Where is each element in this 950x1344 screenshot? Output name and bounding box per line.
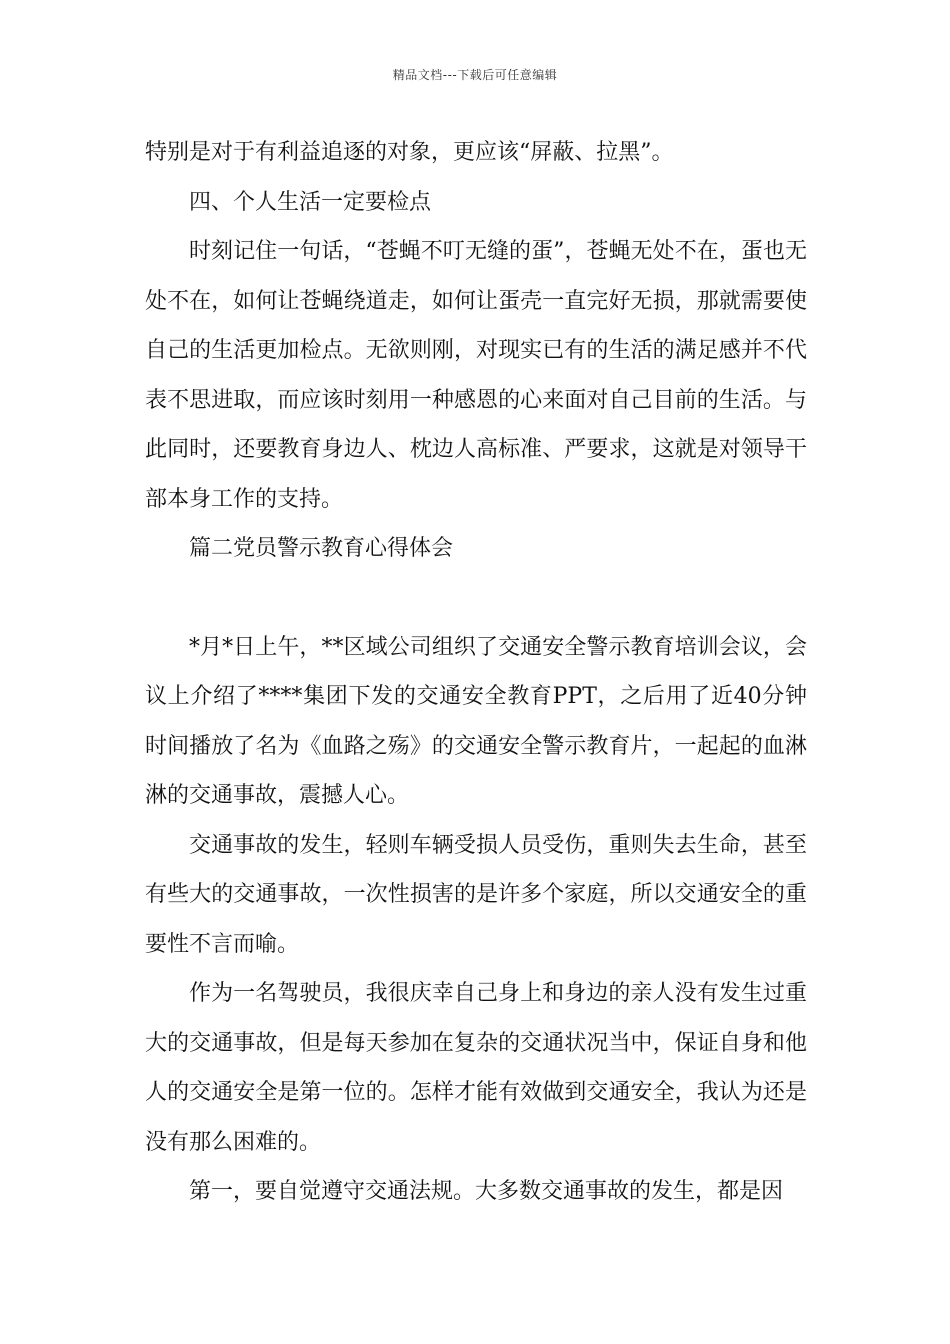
document-body [145, 128, 807, 1217]
paragraph-life-discipline: 时刻记住一句话，“苍蝇不叮无缝的蛋”，苍蝇无处不在，蛋也无处不在，如何让苍蝇绕道走，如何让蛋壳一直完好无损，那就需要使自己的生活更加检点。无欲则刚，对现实已有的生活的满足感并不代表不思进取，而应该时刻用一种感恩的心来面对自己目前的生活。与此同时，还要教育身边人、枕边人高标准、严要求，这就是对领导干部本身工作的支持。 [145, 239, 807, 512]
article-title: 篇二党员警示教育心得体会 [189, 536, 454, 561]
paragraph-driver: 作为一名驾驶员，我很庆幸自己身上和身边的亲人没有发生过重大的交通事故，但是每天参加在复杂的交通状况当中，保证自身和他人的交通安全是第一位的。怎样才能有效做到交通安全，我认为还是没有那么困难的。 [145, 981, 807, 1155]
paragraph-accident-consequences: 交通事故的发生，轻则车辆受损人员受伤，重则失去生命，甚至有些大的交通事故，一次性损害的是许多个家庭，所以交通安全的重要性不言而喻。 [145, 832, 807, 957]
page-header: 精品文档---下载后可任意编辑 [392, 68, 558, 82]
section-heading-4: 四、个人生活一定要检点 [189, 189, 432, 215]
paragraph-meeting: *月*日上午，**区域公司组织了交通安全警示教育培训会议，会议上介绍了****集团下发的交通安全教育PPT，之后用了近40分钟时间播放了名为《血路之殇》的交通安全警示教育片，一起起的血淋淋的交通事故，震撼人心。 [145, 634, 807, 808]
paragraph-first-point: 第一，要自觉遵守交通法规。大多数交通事故的发生，都是因 [189, 1179, 784, 1204]
blank-line [145, 574, 807, 623]
paragraph-continuation: 特别是对于有利益追逐的对象，更应该“屏蔽、拉黑”。 [145, 140, 674, 165]
